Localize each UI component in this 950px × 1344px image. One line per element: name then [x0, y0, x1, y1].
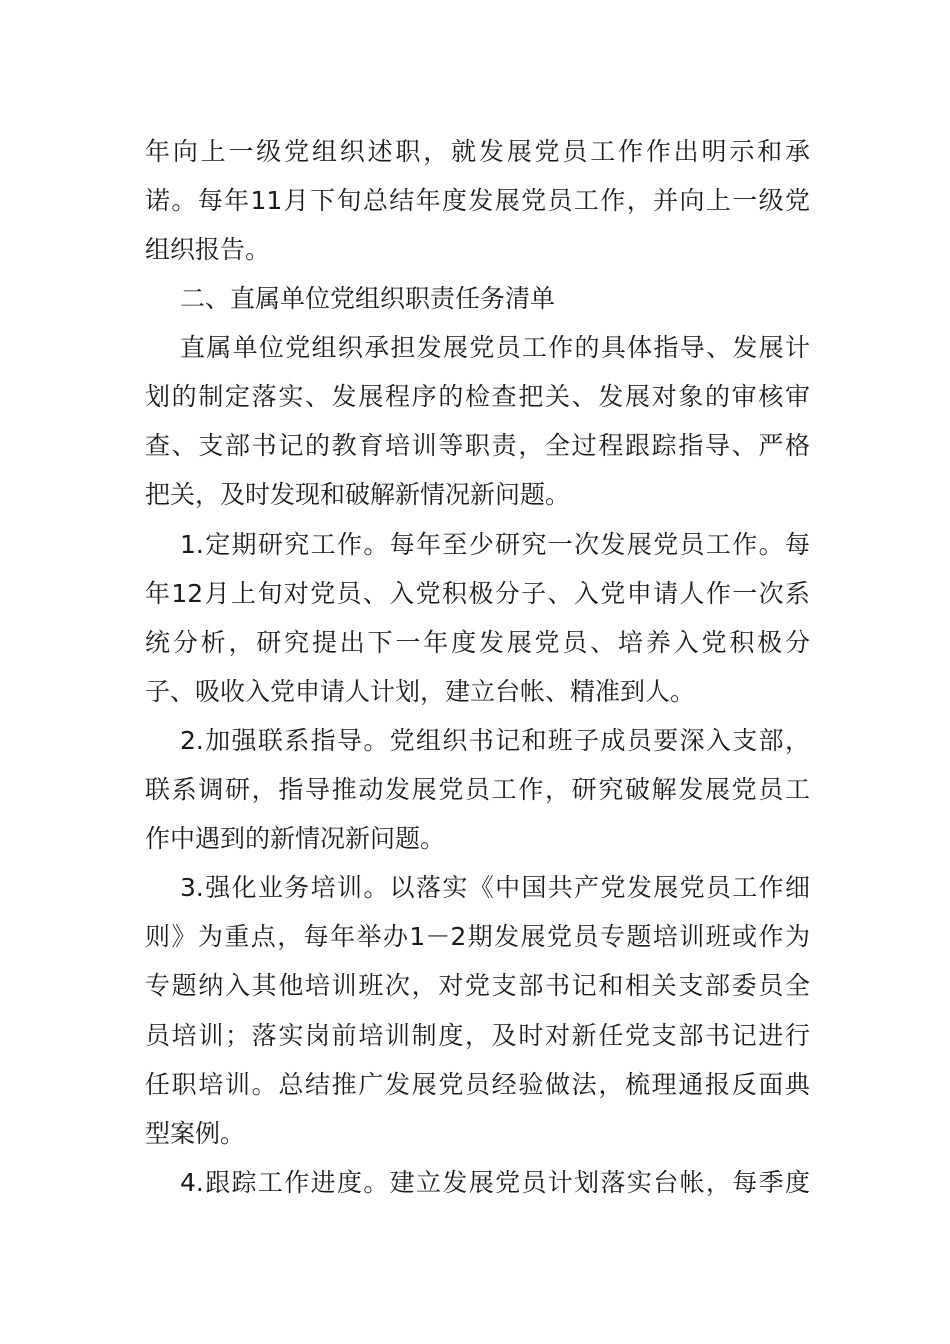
text-line: 1.定期研究工作。每年至少研究一次发展党员工作。每 — [180, 530, 810, 559]
text-line: 联系调研，指导推动发展党员工作，研究破解发展党员工 — [145, 775, 810, 804]
text-line: 年向上一级党组织述职，就发展党员工作作出明示和承 — [145, 137, 810, 166]
text-line: 4.跟踪工作进度。建立发展党员计划落实台帐，每季度 — [180, 1168, 810, 1197]
text-line: 型案例。 — [145, 1119, 246, 1148]
text-line: 任职培训。总结推广发展党员经验做法，梳理通报反面典 — [145, 1070, 810, 1099]
text-line: 把关，及时发现和破解新情况新问题。 — [145, 480, 571, 509]
text-line: 作中遇到的新情况新问题。 — [145, 824, 446, 853]
text-line: 员培训；落实岗前培训制度，及时对新任党支部书记进行 — [145, 1021, 810, 1050]
text-line: 查、支部书记的教育培训等职责，全过程跟踪指导、严格 — [145, 431, 810, 460]
text-line: 直属单位党组织承担发展党员工作的具体指导、发展计 — [180, 333, 810, 362]
section-heading: 二、直属单位党组织职责任务清单 — [180, 284, 556, 313]
text-line: 3.强化业务培训。以落实《中国共产党发展党员工作细 — [180, 873, 810, 902]
text-line: 子、吸收入党申请人计划，建立台帐、精准到人。 — [145, 677, 696, 706]
text-line: 年12月上旬对党员、入党积极分子、入党申请人作一次系 — [145, 579, 810, 608]
text-line: 统分析，研究提出下一年度发展党员、培养入党积极分 — [145, 628, 810, 657]
text-line: 专题纳入其他培训班次，对党支部书记和相关支部委员全 — [145, 971, 810, 1000]
text-line: 划的制定落实、发展程序的检查把关、发展对象的审核审 — [145, 382, 810, 411]
text-line: 诺。每年11月下旬总结年度发展党员工作，并向上一级党 — [145, 186, 810, 215]
text-line: 2.加强联系指导。党组织书记和班子成员要深入支部， — [180, 726, 810, 755]
text-line: 则》为重点，每年举办1－2期发展党员专题培训班或作为 — [145, 922, 810, 951]
text-line: 组织报告。 — [145, 235, 271, 264]
